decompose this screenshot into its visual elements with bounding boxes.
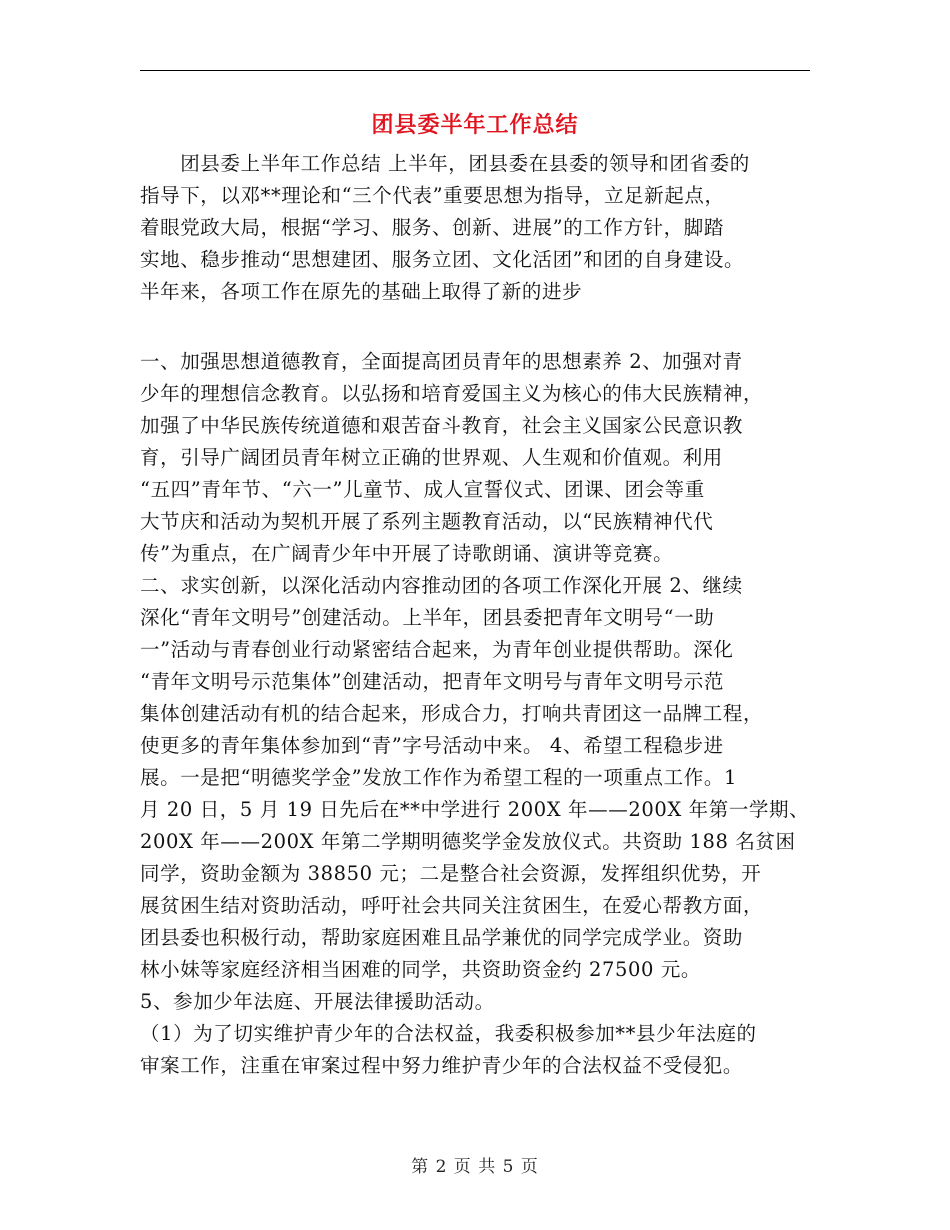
- text-line: 团县委也积极行动，帮助家庭困难且品学兼优的同学完成学业。资助: [140, 926, 744, 949]
- page-number-footer: 第 2 页 共 5 页: [411, 1157, 539, 1177]
- text-line: 半年来，各项工作在原先的基础上取得了新的进步: [140, 280, 583, 303]
- text-line: 一、加强思想道德教育，全面提高团员青年的思想素养 2、加强对青: [140, 350, 743, 373]
- text-line: 团县委上半年工作总结 上半年，团县委在县委的领导和团省委的: [140, 152, 750, 175]
- text-line: 育，引导广阔团员青年树立正确的世界观、人生观和价值观。利用: [140, 446, 723, 469]
- text-line: 同学，资助金额为 38850 元；二是整合社会资源，发挥组织优势，开: [140, 862, 762, 885]
- text-line: “五四”青年节、“六一”儿童节、成人宣誓仪式、团课、团会等重: [140, 478, 705, 501]
- text-line: 月 20 日，5 月 19 日先后在**中学进行 200X 年——200X 年第一学期、: [140, 798, 810, 821]
- text-line: 指导下，以邓**理论和“三个代表”重要思想为指导，立足新起点，: [140, 184, 725, 207]
- text-line: 集体创建活动有机的结合起来，形成合力，打响共青团这一品牌工程，: [140, 702, 764, 725]
- text-line: 传”为重点，在广阔青少年中开展了诗歌朗诵、演讲等竞赛。: [140, 542, 674, 565]
- document-title: 团县委半年工作总结: [371, 112, 579, 138]
- text-line: 使更多的青年集体参加到“青”字号活动中来。 4、希望工程稳步进: [140, 734, 724, 757]
- text-line: 展。一是把“明德奖学金”发放工作作为希望工程的一项重点工作。1: [140, 766, 737, 789]
- text-line: 二、求实创新，以深化活动内容推动团的各项工作深化开展 2、继续: [140, 574, 743, 597]
- document-body: [140, 148, 810, 1082]
- text-line: 加强了中华民族传统道德和艰苦奋斗教育，社会主义国家公民意识教: [140, 414, 744, 437]
- text-line: “青年文明号示范集体”创建活动，把青年文明号与青年文明号示范: [140, 670, 724, 693]
- header-rule: [140, 70, 810, 71]
- text-line: 少年的理想信念教育。以弘扬和培育爱国主义为核心的伟大民族精神，: [140, 382, 764, 405]
- text-line: （1）为了切实维护青少年的合法权益，我委积极参加**县少年法庭的: [140, 1022, 757, 1045]
- text-line: 5、参加少年法庭、开展法律援助活动。: [140, 990, 495, 1013]
- text-line: 一”活动与青春创业行动紧密结合起来，为青年创业提供帮助。深化: [140, 638, 734, 661]
- paragraph-gap: [140, 308, 810, 340]
- text-line: 实地、稳步推动“思想建团、服务立团、文化活团”和团的自身建设。: [140, 248, 745, 271]
- text-line: 展贫困生结对资助活动，呼吁社会共同关注贫困生，在爱心帮教方面，: [140, 894, 764, 917]
- text-line: 200X 年——200X 年第二学期明德奖学金发放仪式。共资助 188 名贫困: [140, 830, 796, 853]
- text-line: 大节庆和活动为契机开展了系列主题教育活动，以“民族精神代代: [140, 510, 714, 533]
- text-line: 林小妹等家庭经济相当困难的同学，共资助资金约 27500 元。: [140, 958, 702, 981]
- text-line: 深化“青年文明号”创建活动。上半年，团县委把青年文明号“一助: [140, 606, 715, 629]
- text-line: 着眼党政大局，根据“学习、服务、创新、进展”的工作方针，脚踏: [140, 216, 724, 239]
- text-line: 审案工作，注重在审案过程中努力维护青少年的合法权益不受侵犯。: [140, 1054, 744, 1077]
